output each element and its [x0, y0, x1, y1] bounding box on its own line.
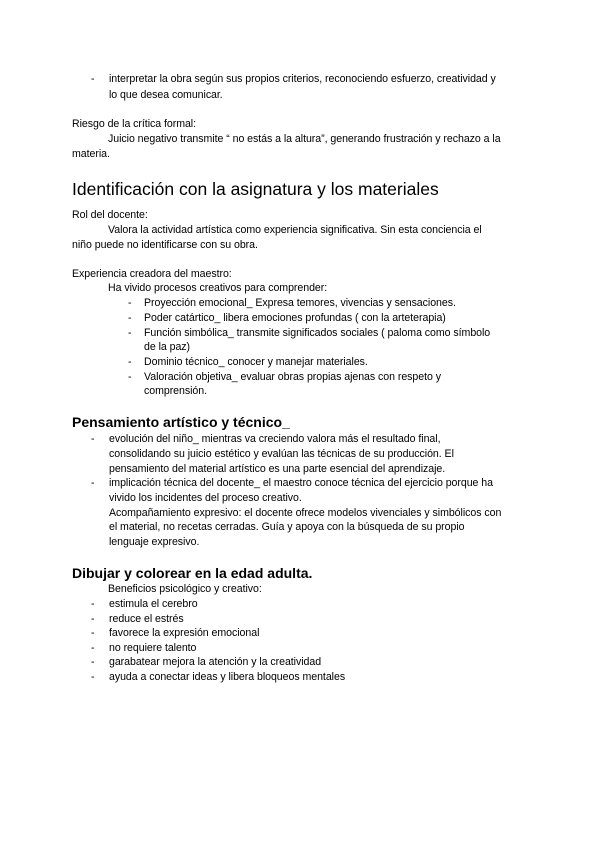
list-item: Función simbólica_ transmite significados sociales ( paloma como símbolo — [144, 327, 491, 339]
list-bullet: - — [91, 613, 95, 625]
list-bullet: - — [91, 656, 95, 668]
section-heading: Pensamiento artístico y técnico_ — [72, 414, 290, 430]
list-bullet: - — [91, 73, 95, 85]
list-item-continuation: de la paz) — [144, 341, 191, 353]
paragraph-line: Juicio negativo transmite “ no estás a la altura”, generando frustración y rechazo a la — [108, 133, 501, 145]
paragraph-line: lo que desea comunicar. — [109, 89, 223, 101]
list-bullet: - — [91, 627, 95, 639]
list-item: Valoración objetiva_ evaluar obras propias ajenas con respeto y — [144, 371, 441, 383]
paragraph-line: materia. — [72, 148, 110, 160]
list-item: Proyección emocional_ Expresa temores, vivencias y sensaciones. — [144, 297, 456, 309]
list-item: ayuda a conectar ideas y libera bloqueos mentales — [109, 671, 346, 683]
list-item: evolución del niño_ mientras va creciendo valora más el resultado final, — [109, 433, 441, 445]
list-bullet: - — [128, 371, 132, 383]
paragraph-line: Acompañamiento expresivo: el docente ofrece modelos vivenciales y simbólicos con — [109, 507, 502, 519]
list-bullet: - — [128, 356, 132, 368]
riesgo-label: Riesgo de la crítica formal: — [72, 118, 197, 130]
list-item-continuation: vivido los incidentes del proceso creativo. — [109, 492, 302, 504]
paragraph-line: Valora la actividad artística como experiencia significativa. Sin esta conciencia el — [108, 224, 482, 236]
list-item: reduce el estrés — [109, 613, 184, 625]
rol-label: Rol del docente: — [72, 209, 148, 221]
list-item-continuation: comprensión. — [144, 385, 207, 397]
list-item: implicación técnica del docente_ el maestro conoce técnica del ejercicio porque ha — [109, 477, 493, 489]
list-item: Dominio técnico_ conocer y manejar materiales. — [144, 356, 368, 368]
benefits-intro: Beneficios psicológico y creativo: — [108, 583, 262, 595]
list-bullet: - — [91, 671, 95, 683]
list-bullet: - — [91, 433, 95, 445]
paragraph-line: interpretar la obra según sus propios criterios, reconociendo esfuerzo, creatividad y — [109, 73, 496, 85]
list-item: garabatear mejora la atención y la creatividad — [109, 656, 322, 668]
list-bullet: - — [128, 312, 132, 324]
list-bullet: - — [91, 477, 95, 489]
experiencia-label: Experiencia creadora del maestro: — [72, 268, 232, 280]
list-item: Poder catártico_ libera emociones profundas ( con la arteterapia) — [144, 312, 446, 324]
list-bullet: - — [91, 642, 95, 654]
experiencia-intro: Ha vivido procesos creativos para comprender: — [108, 282, 328, 294]
paragraph-line: el material, no recetas cerradas. Guía y apoya con la búsqueda de su propio — [109, 521, 465, 533]
list-item: no requiere talento — [109, 642, 197, 654]
list-bullet: - — [91, 598, 95, 610]
section-heading: Identificación con la asignatura y los materiales — [72, 179, 439, 199]
list-item: favorece la expresión emocional — [109, 627, 260, 639]
list-item-continuation: pensamiento del material artístico es una parte esencial del aprendizaje. — [109, 463, 446, 475]
list-item-continuation: consolidando su juicio estético y evalúan las técnicas de su producción. El — [109, 448, 454, 460]
list-bullet: - — [128, 297, 132, 309]
paragraph-line: lenguaje expresivo. — [109, 536, 200, 548]
list-bullet: - — [128, 327, 132, 339]
paragraph-line: niño puede no identificarse con su obra. — [72, 239, 258, 251]
list-item: estimula el cerebro — [109, 598, 198, 610]
section-heading: Dibujar y colorear en la edad adulta. — [72, 565, 313, 581]
